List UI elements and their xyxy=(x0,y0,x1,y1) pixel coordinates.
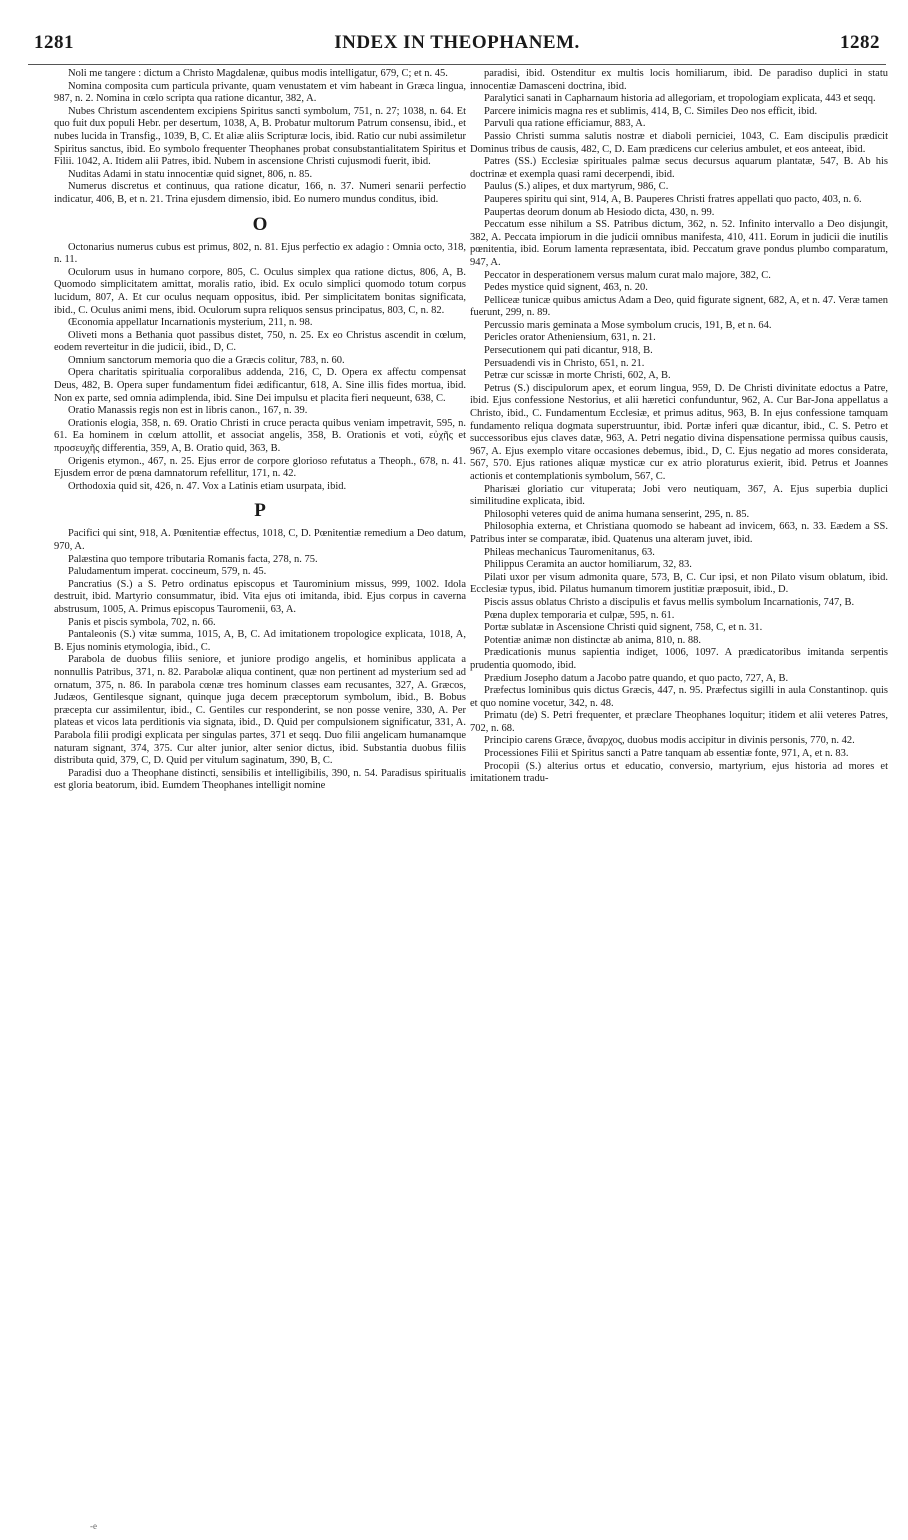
index-entry: Phileas mechanicus Tauromenitanus, 63. xyxy=(484,546,655,558)
index-entry: Panis et piscis symbola, 702, n. 66. xyxy=(68,616,216,628)
index-entry: Peccatum esse nihilum a SS. Patribus dictum, 362, n. 52. Infinito intervallo a Deo disjungit, 382, A. Peccata impiorum in die judicii omnibus manifesta, 410, 411. Eorum in judicii die inutilis pœnitentia, ibid. Eorum lamenta repræsentata, ibid. Peccatum grave pondus plumbo comparatum, 947, A. xyxy=(470,219,888,268)
left-column xyxy=(54,68,466,793)
index-entry: Opera charitatis spiritualia corporalibus addenda, 216, C, D. Opera ex affectu compensat Deus, 482, B. Opera super fundamentum fidei ædificantur, 618, A. Sine illis fides mortua, ibid. Non ex parte, sed omnia adimplenda, ibid. Sine Dei impulsu et placita fieri nequeunt, 638, C. xyxy=(54,367,466,404)
index-entry: Numerus discretus et continuus, qua ratione dicatur, 166, n. 37. Numeri senarii perfectio indicatur, 406, B, et n. 21. Trina ejusdem dimensio, ibid. Eo numero mundus conditus, ibid. xyxy=(54,181,466,205)
index-entry: Portæ sublatæ in Ascensione Christi quid signent, 758, C, et n. 31. xyxy=(484,622,763,634)
index-entry: Noli me tangere : dictum a Christo Magdalenæ, quibus modis intelligatur, 679, C; et n. 45. xyxy=(68,68,448,79)
page-number-right: 1282 xyxy=(840,32,880,53)
index-entry: Principio carens Græce, ἄναρχος, duobus modis accipitur in divinis personis, 770, n. 42. xyxy=(484,735,855,747)
section-letter: P xyxy=(254,500,266,522)
index-entry: Pelliceæ tunicæ quibus amictus Adam a Deo, quid figurate signent, 682, A, et n. 47. Veræ tamen fuerunt, 299, n. 89. xyxy=(470,294,888,319)
index-entry: Pancratius (S.) a S. Petro ordinatus episcopus et Taurominium missus, 999, 1002. Idola destruit, ibid. Martyrio consummatur, ibid. Vita ejus oti imitanda, ibid. Ejus corpus in caverna abstrusum, 1005, A. Primus episcopus Tauromenii, 63, A. xyxy=(54,578,466,615)
page-number-left: 1281 xyxy=(34,32,74,53)
index-entry: Omnium sanctorum memoria quo die a Græcis colitur, 783, n. 60. xyxy=(68,354,345,366)
index-entry: Parcere inimicis magna res et sublimis, 414, B, C. Similes Deo nos efficit, ibid. xyxy=(484,105,818,117)
index-entry: Prædicationis munus sapientia indiget, 1006, 1097. A prædicatoribus imitanda serpentis prudentia quomodo, ibid. xyxy=(470,647,888,671)
index-entry: Prædium Josepho datum a Jacobo patre quando, et quo pacto, 727, A, B. xyxy=(484,672,789,684)
index-entry: Pacifici qui sint, 918, A. Pœnitentiæ effectus, 1018, C, D. Pœnitentiæ remedium a Deo datum, 970, A. xyxy=(54,528,466,552)
index-entry: Pilati uxor per visum admonita quare, 573, B, C. Cur ipsi, et non Pilato visum oblatum, ibid. Ecclesiæ typus, ibid. Pilatus humanum timorem justitiæ præposuit, ibid., D. xyxy=(470,571,888,596)
index-entry: Philippus Ceramita an auctor homiliarum, 32, 83. xyxy=(484,559,692,571)
index-entry: Petræ cur scissæ in morte Christi, 602, A, B. xyxy=(484,370,671,382)
index-entry: Peccator in desperationem versus malum curat malo majore, 382, C. xyxy=(484,269,771,281)
running-header xyxy=(28,30,886,65)
index-entry: Paralytici sanati in Capharnaum historia ad allegoriam, et tropologiam explicata, 443 et seqq. xyxy=(484,93,876,105)
index-entry: Processiones Filii et Spiritus sancti a Patre tanquam ab essentiæ fonte, 971, A, et n. 83. xyxy=(484,748,849,760)
index-entry: Persuadendi vis in Christo, 651, n. 21. xyxy=(484,357,645,369)
index-entry: Persecutionem qui pati dicantur, 918, B. xyxy=(484,345,653,357)
index-entry: Oratio Manassis regis non est in libris canon., 167, n. 39. xyxy=(68,405,308,417)
index-entry: Paludamentum imperat. coccineum, 579, n. 45. xyxy=(68,566,267,578)
index-entry: Paupertas deorum donum ab Hesiodo dicta, 430, n. 99. xyxy=(484,206,715,218)
index-entry: Petrus (S.) discipulorum apex, et eorum lingua, 959, D. De Christi divinitate edoctus a Patre, ibid. Ejus confessione Nestorius, et alii hæretici confunduntur, 962, A. Cur Bar-Jona appellatus a Christo, ibid., C. Fundamentum Ecclesiæ, et primus aditus, 963, B. In ejus confessione tamquam fundamento reliqua dogmata superstruuntur, ibid. Portæ inferi quæ dicantur, ibid., C. S. Petro et successoribus ejus claves datæ, 963, A. Petri negatio divina dispensatione permissa quibus causis, 967, A. Ejus exemplo vitare occasiones debemus, ibid., D, C. Ejus negatio ad mores considerata, 567, 570. Ejus rationes aliquæ mysticæ cur ex atrio ploraturus exierit, ibid. Petrus et Joannes actionis et contemplationis symbolum, 567, C. xyxy=(470,382,888,482)
index-entry: Pedes mystice quid signent, 463, n. 20. xyxy=(484,282,648,294)
index-entry: Pharisæi gloriatio cur vituperata; Jobi vero neutiquam, 367, A. Ejus superbia duplici similitudine explicata, ibid. xyxy=(470,483,888,508)
index-entry: Primatu (de) S. Petri frequenter, et præclare Theophanes loquitur; itidem et alii veteres Patres, 702, n. 68. xyxy=(470,710,888,734)
index-entry: Passio Christi summa salutis nostræ et diaboli perniciei, 1043, C. Eam discipulis prædicit Dominus tribus de causis, 482, C, D. Eam prædicens cur celerius ambulet, et eos anteeat, ibid. xyxy=(470,130,888,155)
index-entry: Procopii (S.) alterius ortus et educatio, conversio, martyrium, ejus historia ad mores et imitationem tradu- xyxy=(470,760,888,785)
index-entry: Philosophi veteres quid de anima humana senserint, 295, n. 85. xyxy=(484,508,750,520)
index-entry: Piscis assus oblatus Christo a discipulis et favus mellis symbolum Incarnationis, 747, B. xyxy=(484,596,855,608)
index-entry: Parvuli qua ratione efficiamur, 883, A. xyxy=(484,118,646,130)
index-entry: Palæstina quo tempore tributaria Romanis facta, 278, n. 75. xyxy=(68,553,318,565)
index-entry: Nubes Christum ascendentem excipiens Spiritus sancti symbolum, 751, n. 27; 1038, n. 64. Et quo fuit dux populi Hebr. per desertum, 1038, A, B. Probatur multorum Patrum consensu, ibid., et nubes lucida in Transfig., 1039, B, C. Et aliæ aliis Scripturæ locis, ibid. Ratio cur nubi assimiletur Spiritus sanctus, ibid. Eo symbolo frequenter Theophanes probat consubstantialitatem Spiritus et Filii. 1042, A. Itidem alii Patres, ibid. Nubem in ascensione Christi cujusmodi fuerit, ibid. xyxy=(54,105,466,168)
index-entry: Oliveti mons a Bethania quot passibus distet, 750, n. 25. Ex eo Christus ascendit in cœlum, eodem reverteitur in die judicii, ibid., D, C. xyxy=(54,329,466,354)
index-entry: Orationis elogia, 358, n. 69. Oratio Christi in cruce peracta quibus veniam impetravit, 595, n. 61. Ea hominem in cœlum attollit, et associat angelis, 358, B. Orationis et voti, εὐχῆς et προσευχῆς differentia, 359, A, B. Oratio quid, 363, B. xyxy=(54,417,466,455)
index-entry: Pauperes spiritu qui sint, 914, A, B. Pauperes Christi fratres appellati quo pacto, 403, n. 6. xyxy=(484,193,862,205)
index-entry: Pœna duplex temporaria et culpæ, 595, n. 61. xyxy=(484,609,675,621)
index-entry: Paradisi duo a Theophane distincti, sensibilis et intelligibilis, 390, n. 54. Paradisus spiritualis est gloria beatorum, ibid. Eumdem Theophanes intelligit nomine xyxy=(54,767,466,792)
section-letter: O xyxy=(252,213,268,235)
index-entry: Patres (SS.) Ecclesiæ spirituales palmæ secus decursus aquarum plantatæ, 547, B. Ab his doctrinæ et exempla quasi rami decerpendi, ibid. xyxy=(470,156,888,180)
index-entry: Percussio maris geminata a Mose symbolum crucis, 191, B, et n. 64. xyxy=(484,319,772,331)
index-entry: Philosophia externa, et Christiana quomodo se habeant ad invicem, 663, n. 33. Eædem a SS. Patribus inter se comparatæ, ibid. Quatenus una alteram juvet, ibid. xyxy=(470,521,888,545)
index-entry: Nuditas Adami in statu innocentiæ quid signet, 806, n. 85. xyxy=(68,168,313,180)
index-entry: Origenis etymon., 467, n. 25. Ejus error de corpore glorioso refutatus a Theoph., 678, n. 41. Ejusdem error de pœna damnatorum refellitur, 171, n. 42. xyxy=(54,455,466,480)
index-entry: Pantaleonis (S.) vitæ summa, 1015, A, B, C. Ad imitationem tropologice explicata, 1018, A, B. Ejus nominis etymologia, ibid., C. xyxy=(54,629,466,653)
index-entry: Orthodoxia quid sit, 426, n. 47. Vox a Latinis etiam usurpata, ibid. xyxy=(68,480,347,492)
footer-mark: -e xyxy=(90,1521,97,1531)
index-entry: Octonarius numerus cubus est primus, 802, n. 81. Ejus perfectio ex adagio : Omnia octo, 318, n. 11. xyxy=(54,241,466,266)
index-entry: Œconomia appellatur Incarnationis mysterium, 211, n. 98. xyxy=(68,317,313,329)
index-entry: Pericles orator Atheniensium, 631, n. 21. xyxy=(484,332,656,344)
right-column xyxy=(470,68,888,786)
text-columns xyxy=(28,68,886,1532)
index-entry: Præfectus lominibus quis dictus Græcis, 447, n. 95. Præfectus sigilli in aula Constantinop. quis et quo nomine vocetur, 342, n. 48. xyxy=(470,685,888,709)
page-title: INDEX IN THEOPHANEM. xyxy=(334,32,580,53)
index-entry: Oculorum usus in humano corpore, 805, C. Oculus simplex qua ratione dictus, 806, A, B. Quomodo simplicitatem amittat, moralis ratio, ibid. Ex oculo simplici quomodo totum corpus lucidum, 807, A. Et cur oculus nequam oppositus, ibid. Per simplicitatem bonitas significata, ibid., C. Oculus animi mens, ibid. Oculorum supra reliquos sensus principatus, 803, C, n. 82. xyxy=(54,266,466,316)
index-entry: Nomina composita cum particula privante, quam venustatem et vim habeant in Græca lingua, 987, n. 2. Nomina in cœlo scripta qua ratione dicantur, 382, A. xyxy=(54,80,466,105)
index-entry: Parabola de duobus filiis seniore, et juniore prodigo angelis, et hominibus applicata a nonnullis Patribus, 371, n. 82. Parabolæ aliqua continent, quæ non pertinent ad mysterium sed ad ornatum, 375, n. 86. In parabola cœnæ tres hominum classes eam recusantes, 327, A. Græcos, Judæos, Gentilesque signant, quinque juga decem præceptorum symbolum, ibid., B. Bobus præcepta cur assimilentur, ibid., C. Gentiles cur responderint, se non posse venire, 330, A. Per plateas et vicos lata perditionis via signata, ibid., D. Quid per compulsionem significatur, 331, A. Parabola filii prodigi explicata per singulas partes, 371 et seqq. Duo filii angelicam humanamque naturam signant, 374, 375. Cur alter junior, alter senior dictus, ibid. Substantia duobus filiis distributa quid, 379, C, D. Quid per vitulum saginatum, 390, B, C. xyxy=(54,654,466,767)
index-entry: paradisi, ibid. Ostenditur ex multis locis homiliarum, ibid. De paradiso duplici in statu innocentiæ Damasceni doctrina, ibid. xyxy=(470,68,888,92)
index-entry: Paulus (S.) alipes, et dux martyrum, 986, C. xyxy=(484,181,669,193)
index-entry: Potentiæ animæ non distinctæ ab anima, 810, n. 88. xyxy=(484,634,701,646)
